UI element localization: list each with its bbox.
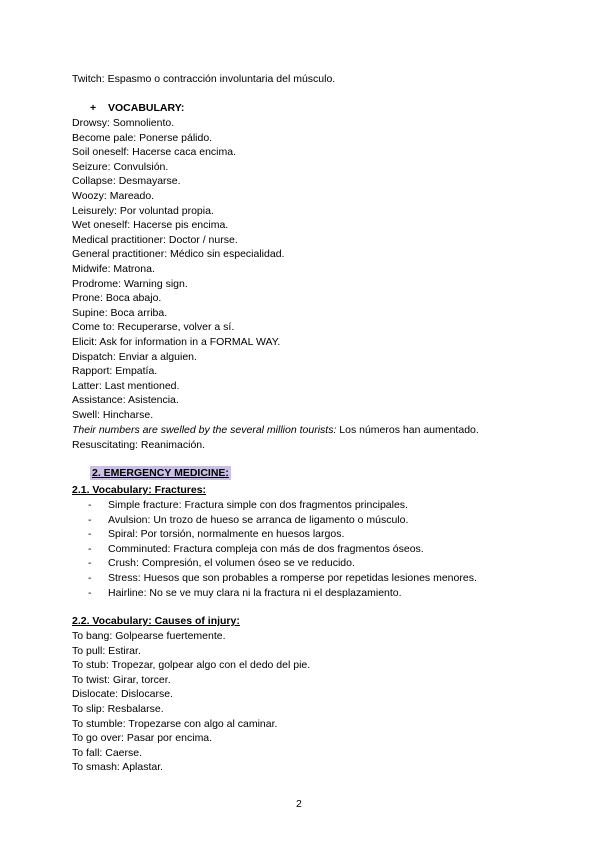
fracture-item: Stress: Huesos que son probables a romperse por repetidas lesiones menores. — [108, 572, 477, 584]
list-dash: - — [88, 513, 92, 526]
vocabulary-definition: : Last mentioned. — [98, 379, 180, 392]
vocabulary-item — [72, 320, 234, 334]
vocabulary-definition: : Asistencia. — [122, 394, 179, 407]
vocabulary-term: Midwife — [72, 263, 108, 275]
vocabulary-definition: : Doctor / nurse. — [163, 233, 238, 246]
vocabulary-definition: : Boca abajo. — [100, 292, 162, 305]
vocabulary-term: Wet oneself — [72, 219, 128, 232]
subsection-heading-fractures: 2.1. Vocabulary: Fractures: — [72, 484, 207, 496]
twitch-term: Twitch — [72, 73, 102, 85]
cause-of-injury-item: To go over: Pasar por encima. — [72, 732, 213, 745]
vocabulary-definition: : Reanimación. — [135, 439, 206, 451]
vocabulary-item — [72, 306, 167, 320]
vocabulary-term: Come to — [72, 321, 112, 334]
vocabulary-heading: VOCABULARY: — [108, 102, 185, 114]
list-dash: - — [88, 586, 92, 599]
list-dash: - — [88, 572, 92, 584]
vocabulary-definition: : Por voluntad propia. — [114, 204, 214, 217]
cause-of-injury-item: To pull: Estirar. — [72, 644, 141, 657]
subsection-heading-causes-of-injury: 2.2. Vocabulary: Causes of injury: — [72, 615, 240, 627]
cause-of-injury-item: Dislocate: Dislocarse. — [72, 688, 173, 701]
twitch-definition: : Espasmo o contracción involuntaria del músculo. — [101, 73, 336, 85]
vocabulary-term: General practitioner — [72, 248, 165, 261]
fracture-item: Avulsion: Un trozo de hueso se arranca de ligamento o músculo. — [108, 513, 409, 526]
vocabulary-term: Collapse — [72, 175, 113, 188]
cause-of-injury-item: To twist: Girar, torcer. — [72, 673, 171, 686]
fracture-item: Simple fracture: Fractura simple con dos fragmentos principales. — [108, 499, 408, 511]
intro-line — [72, 72, 335, 86]
list-dash: - — [88, 542, 92, 555]
vocabulary-term: Assistance — [72, 394, 123, 407]
vocabulary-item — [72, 131, 212, 145]
fracture-item: Hairline: No se ve muy clara ni la fractura ni el desplazamiento. — [108, 586, 402, 599]
vocabulary-term: Latter — [72, 379, 99, 392]
example-sentence — [72, 423, 479, 437]
vocabulary-definition: : Convulsión. — [107, 160, 169, 173]
cause-of-injury-item: To stumble: Tropezarse con algo al caminar. — [72, 717, 278, 730]
fracture-item: Crush: Compresión, el volumen óseo se ve reducido. — [108, 557, 355, 570]
vocabulary-term: Drowsy — [72, 117, 108, 129]
vocabulary-term: Resuscitating — [72, 439, 136, 451]
cause-of-injury-item: To smash: Aplastar. — [72, 761, 164, 774]
list-dash: - — [88, 528, 92, 541]
cause-of-injury-item: To stub: Tropezar, golpear algo con el dedo del pie. — [72, 659, 311, 672]
fracture-item: Comminuted: Fractura compleja con más de dos fragmentos óseos. — [108, 542, 424, 555]
vocabulary-item — [72, 160, 168, 174]
vocabulary-definition: : Médico sin especialidad. — [164, 248, 285, 261]
vocabulary-item — [72, 335, 280, 349]
vocabulary-item — [72, 247, 284, 261]
vocabulary-item — [72, 233, 238, 247]
vocabulary-item — [72, 291, 161, 305]
vocabulary-term: Soil oneself — [72, 146, 127, 159]
vocabulary-definition: : Hacerse pis encima. — [127, 219, 229, 232]
vocabulary-item — [72, 277, 188, 291]
vocabulary-definition: : Boca arriba. — [104, 306, 168, 319]
vocabulary-item — [72, 174, 181, 188]
vocabulary-term: Leisurely — [72, 204, 115, 217]
vocabulary-term: Prodrome — [72, 277, 119, 290]
vocabulary-term: Woozy — [72, 190, 104, 202]
vocabulary-definition: : Empatía. — [109, 365, 158, 378]
vocabulary-item — [72, 262, 155, 276]
vocabulary-definition: : Mareado. — [103, 190, 155, 202]
vocabulary-term: Rapport — [72, 365, 110, 378]
page-number: 2 — [296, 798, 302, 810]
vocabulary-definition: : Hacerse caca encima. — [126, 146, 237, 159]
vocabulary-item — [72, 350, 197, 364]
vocabulary-item — [72, 189, 154, 203]
vocabulary-term: Prone — [72, 292, 101, 305]
vocabulary-term: Supine — [72, 306, 105, 319]
vocabulary-item — [72, 204, 214, 218]
vocabulary-item — [72, 218, 228, 232]
vocabulary-definition: : Warning sign. — [118, 277, 188, 290]
vocabulary-definition: : Recuperarse, volver a sí. — [111, 321, 235, 334]
cause-of-injury-item: To fall: Caerse. — [72, 746, 143, 759]
vocabulary-definition: : Ponerse pálido. — [133, 131, 213, 144]
list-dash: - — [88, 557, 92, 570]
cause-of-injury-item: To bang: Golpearse fuertemente. — [72, 630, 226, 642]
vocabulary-definition: : Enviar a alguien. — [112, 350, 197, 363]
vocabulary-item — [72, 408, 153, 422]
vocabulary-definition: : Matrona. — [107, 263, 155, 275]
vocabulary-item — [72, 145, 236, 159]
vocabulary-definition: : Hincharse. — [97, 409, 154, 421]
vocabulary-term: Dispatch — [72, 350, 113, 363]
vocabulary-definition: : Ask for information in a FORMAL WAY. — [94, 336, 281, 348]
vocabulary-definition: : Somnoliento. — [107, 117, 175, 129]
vocabulary-bullet: + — [90, 102, 97, 114]
fracture-item: Spiral: Por torsión, normalmente en huesos largos. — [108, 528, 345, 541]
section-heading-emergency-medicine: 2. EMERGENCY MEDICINE: — [92, 467, 229, 479]
vocabulary-item — [72, 379, 179, 393]
example-translation: Los números han aumentado. — [336, 424, 479, 436]
vocabulary-item — [72, 116, 174, 130]
vocabulary-term: Elicit — [72, 336, 95, 348]
vocabulary-definition: : Desmayarse. — [112, 175, 181, 188]
cause-of-injury-item: To slip: Resbalarse. — [72, 703, 164, 715]
vocabulary-term: Seizure — [72, 160, 108, 173]
vocabulary-item — [72, 393, 179, 407]
vocabulary-term: Medical practitioner — [72, 233, 164, 246]
example-italic: Their numbers are swelled by the several million tourists: — [72, 424, 337, 436]
list-dash: - — [88, 499, 92, 511]
vocabulary-item — [72, 364, 157, 378]
vocabulary-term: Become pale — [72, 131, 134, 144]
vocabulary-item-resuscitating — [72, 438, 205, 452]
vocabulary-term: Swell — [72, 409, 98, 421]
